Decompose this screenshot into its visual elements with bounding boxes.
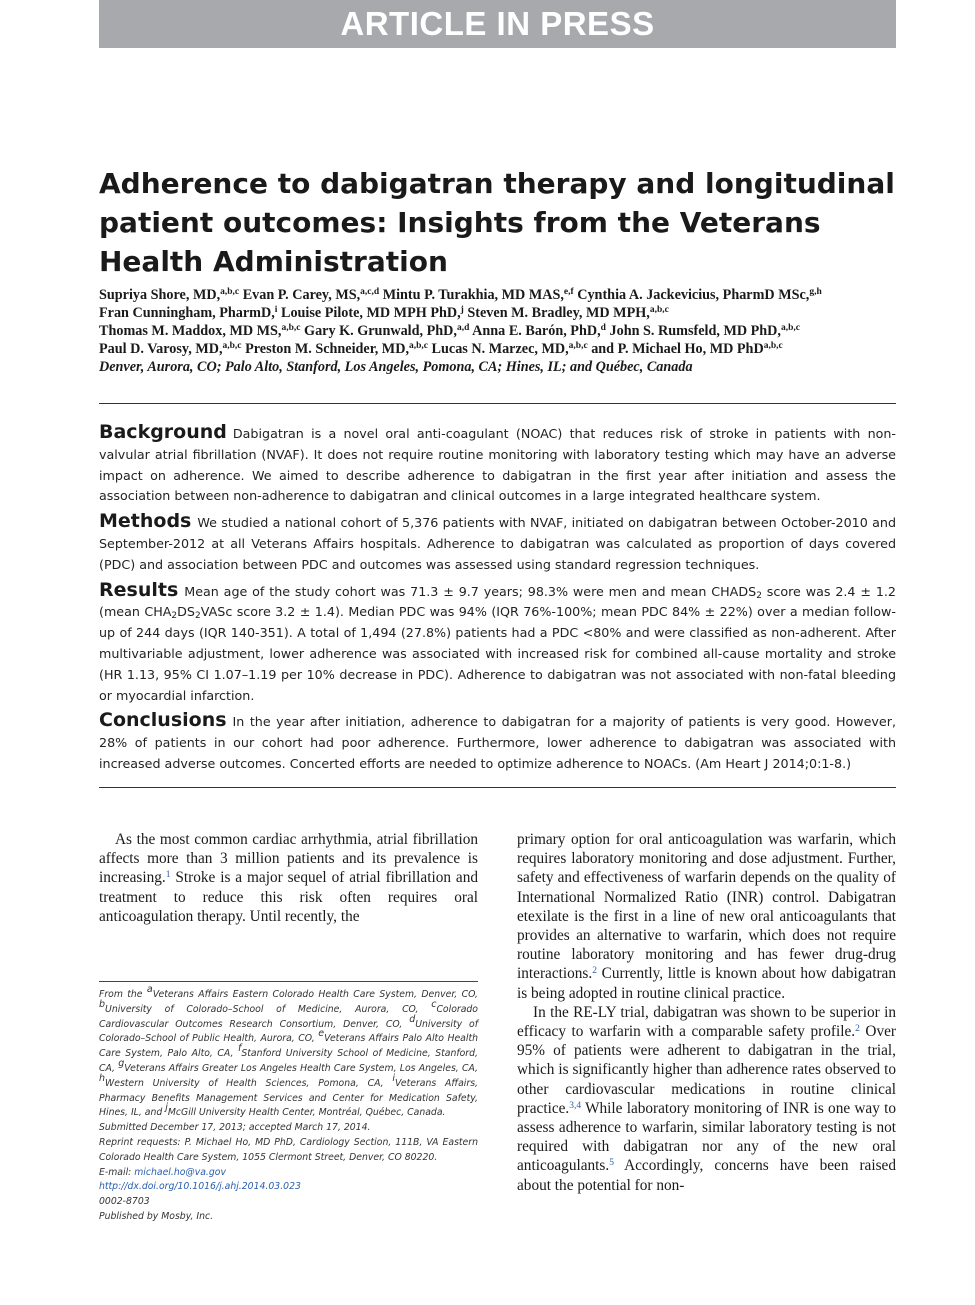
author-affiliation-marker: a,b,c	[281, 323, 301, 333]
abstract-text: DS	[177, 604, 195, 620]
article-in-press-banner: ARTICLE IN PRESS	[99, 0, 896, 48]
reprint-requests: Reprint requests: P. Michael Ho, MD PhD, Cardiology Section, 111B, VA Eastern Colorado Health Care System, 1055 Clermont Street, Denver, CO 80220.	[99, 1136, 478, 1163]
author-line	[99, 304, 899, 322]
affiliation-marker: g	[118, 1057, 125, 1069]
author-affiliation-marker: a,b,c	[409, 341, 428, 351]
reference-link[interactable]: 3,4	[569, 1100, 582, 1111]
author-name: Anna E. Barón, PhD,	[469, 323, 601, 339]
body-column-right	[517, 830, 896, 1195]
author-line	[99, 340, 899, 358]
email-line	[99, 1166, 478, 1181]
email-label: E-mail:	[99, 1166, 135, 1178]
author-locations: Denver, Aurora, CO; Palo Alto, Stanford, Los Angeles, Pomona, CA; Hines, IL; and Québec, Canada	[99, 359, 693, 375]
abstract-methods	[99, 511, 896, 575]
affiliation-marker: d	[409, 1013, 416, 1025]
author-name: Mintu P. Turakhia, MD MAS,	[379, 287, 564, 303]
abstract-text: In the year after initiation, adherence to dabigatran for a majority of patients is very good. However, 28% of patients in our cohort had poor adherence. Furthermore, lower adherence to dabigatran was associated with increased adverse outcomes. Concerted efforts are needed to optimize adherence to NOACs. (Am Heart J 2014;0:1-8.)	[99, 714, 896, 771]
author-affiliation-marker: a,b,c	[220, 287, 240, 297]
author-name: John S. Rumsfeld, MD PhD,	[605, 323, 781, 339]
reference-link[interactable]: 1	[165, 870, 171, 881]
abstract-text: VASc score 3.2 ± 1.4). Median PDC was 94% (IQR 76%-100%; mean PDC 84% ± 22%) over a median follow-up of 244 days (IQR 140-351). A total of 1,494 (27.8%) patients had a PDC <80% and were classified as non-adherent. After multivariable adjustment, lower adherence was associated with increased risk for combined all-cause mortality and stroke (HR 1.13, 95% CI 1.07–1.19 per 10% decrease in PDC). Adherence to dabigatran was not associated with non-fatal bleeding or myocardial infarction.	[99, 604, 896, 703]
author-name: Cynthia A. Jackevicius, PharmD MSc,	[573, 287, 810, 303]
reference-link[interactable]: 5	[609, 1158, 614, 1169]
footnote-rule	[99, 981, 478, 982]
author-affiliation-marker: a,b,c	[763, 341, 783, 351]
abstract-text: score was 2.4 ± 1.2 (mean CHA	[99, 583, 896, 620]
body-text: primary option for oral anticoagulation was warfarin, which requires laboratory monitoring and dose adjustment. Further, safety and effectiveness of warfarin depends on the quality of International Normalized Ratio (INR) control. Dabigatran etexilate is the first in a line of new oral anticoagulants that provides an alternative to warfarin, which does not require routine laboratory monitoring and has fewer drug-drug interactions.	[517, 831, 896, 983]
abstract	[99, 422, 896, 779]
body-column-left	[99, 830, 478, 926]
affiliation-marker: a	[146, 984, 153, 995]
publisher: Published by Mosby, Inc.	[99, 1210, 214, 1222]
affiliation-marker: c	[431, 998, 437, 1010]
subscript: 2	[194, 611, 201, 622]
author-affiliation-marker: a,b,c	[780, 323, 800, 333]
author-name: Paul D. Varosy, MD,	[99, 341, 223, 357]
affiliation-marker: j	[165, 1102, 168, 1114]
abstract-heading: Background	[99, 421, 227, 443]
author-affiliation-marker: d	[600, 323, 606, 333]
author-affiliation-marker: e,f	[563, 287, 574, 297]
affiliation-marker: h	[99, 1072, 106, 1084]
author-name: Steven M. Bradley, MD MPH,	[463, 305, 650, 321]
author-name: Supriya Shore, MD,	[99, 287, 221, 303]
abstract-background	[99, 422, 896, 507]
body-text: In the RE-LY trial, dabigatran was shown to be superior in efficacy to warfarin with a comparable safety profile.	[517, 1003, 896, 1041]
article-title: Adherence to dabigatran therapy and longitudinal patient outcomes: Insights from the Veterans Health Administration	[99, 167, 895, 278]
affiliation-text: University of Colorado–School of Public Health, Aurora, CO,	[99, 1018, 478, 1045]
affiliation-text: Veterans Affairs, Pharmacy Benefits Management Services and Center for Medication Safety, Hines, IL, and	[99, 1077, 478, 1119]
body-text: Accordingly, concerns have been raised about the potential for non-	[517, 1157, 896, 1194]
author-affiliation-marker: a,c,d	[360, 287, 380, 297]
author-affiliation-marker: j	[460, 305, 464, 315]
subscript: 2	[756, 590, 762, 601]
email-link[interactable]: michael.ho@va.gov	[134, 1166, 226, 1178]
abstract-text: Mean age of the study cohort was 71.3 ± 9.7 years; 98.3% were men and mean CHADS	[184, 583, 757, 599]
abstract-heading: Results	[99, 578, 179, 601]
body-text: Currently, little is known about how dabigatran is being adopted in routine clinical practice.	[517, 965, 896, 1002]
reference-link[interactable]: 2	[592, 966, 597, 977]
author-line	[99, 322, 899, 340]
abstract-results	[99, 580, 896, 707]
affiliation-marker: f	[237, 1043, 242, 1055]
article-footnotes	[99, 984, 478, 1225]
author-affiliation-marker: a,b,c	[568, 341, 588, 351]
body-paragraph	[99, 830, 478, 926]
body-paragraph	[517, 1003, 896, 1195]
affiliation-text: Veterans Affairs Eastern Colorado Health Care System, Denver, CO,	[152, 989, 478, 1000]
author-affiliation-marker: a,d	[456, 323, 470, 333]
affiliation-marker: i	[392, 1072, 396, 1084]
submission-dates: Submitted December 17, 2013; accepted March 17, 2014.	[99, 1122, 371, 1134]
author-name: Preston M. Schneider, MD,	[241, 341, 409, 357]
subscript: 2	[171, 611, 178, 622]
affiliations	[99, 984, 478, 1121]
affiliation-text: Western University of Health Sciences, Pomona, CA,	[105, 1077, 393, 1089]
author-name: Louise Pilote, MD MPH PhD,	[277, 305, 461, 321]
affiliation-marker: e	[318, 1028, 325, 1040]
affiliation-marker: b	[99, 998, 106, 1010]
abstract-heading: Conclusions	[99, 709, 227, 732]
issn: 0002-8703	[99, 1196, 150, 1208]
affiliation-text: University of Colorado–School of Medicine, Aurora, CO,	[105, 1003, 432, 1015]
affiliation-text: McGill University Health Center, Montréal, Québec, Canada.	[167, 1107, 446, 1119]
body-text: As the most common cardiac arrhythmia, atrial fibrillation affects more than 3 million patients and its prevalence is increasing.	[99, 831, 478, 887]
abstract-heading: Methods	[99, 510, 192, 533]
author-name: Evan P. Carey, MS,	[239, 287, 361, 303]
author-affiliation-marker: g,h	[809, 287, 822, 297]
author-list	[99, 286, 899, 376]
author-affiliation-marker: a,b,c	[649, 305, 669, 315]
affiliation-text: Veterans Affairs Greater Los Angeles Health Care System, Los Angeles, CA,	[124, 1062, 478, 1074]
doi-link[interactable]: http://dx.doi.org/10.1016/j.ahj.2014.03.023	[99, 1181, 301, 1193]
body-paragraph	[517, 830, 896, 1003]
affiliation-text: Veterans Affairs Palo Alto Health Care System, Palo Alto, CA,	[99, 1033, 478, 1060]
abstract-text: Dabigatran is a novel oral anti-coagulant (NOAC) that reduces risk of stroke in patients with non-valvular atrial fibrillation (NVAF). It does not require routine monitoring with laboratory testing which may have an adverse impact on adherence. We aimed to describe adherence to dabigatran in the first year after initiation and assess the association between non-adherence to dabigatran and clinical outcomes in a large integrated healthcare system.	[99, 426, 896, 504]
body-text: Stroke is a major sequel of atrial fibrillation and treatment to reduce this risk often requires oral anticoagulation therapy. Until recently, the	[99, 869, 478, 925]
abstract-bottom-rule	[99, 787, 896, 788]
abstract-conclusions	[99, 710, 896, 774]
abstract-text: We studied a national cohort of 5,376 patients with NVAF, initiated on dabigatran between October-2010 and September-2012 at all Veterans Affairs hospitals. Adherence to dabigatran was calculated as proportion of days covered (PDC) and association between PDC and outcomes was assessed using standard regression techniques.	[99, 515, 896, 572]
author-name: Thomas M. Maddox, MD MS,	[99, 323, 282, 339]
body-text: Over 95% of patients were adherent to dabigatran in the trial, which is significantly higher than adherence rates observed to other cardiovascular medications in routine clinical practice.	[517, 1023, 896, 1117]
abstract-top-rule	[99, 403, 896, 404]
affiliation-text: Colorado Cardiovascular Outcomes Research Consortium, Denver, CO,	[99, 1003, 478, 1030]
body-text: While laboratory monitoring of INR is one way to assess adherence to warfarin, similar laboratory testing is not required with dabigatran nor any of the new oral anticoagulants.	[517, 1099, 896, 1175]
author-affiliation-marker: a,b,c	[222, 341, 242, 351]
author-name: Lucas N. Marzec, MD,	[428, 341, 569, 357]
author-affiliation-marker: i	[274, 305, 278, 315]
reference-link[interactable]: 2	[855, 1024, 860, 1035]
author-name: Fran Cunningham, PharmD,	[99, 305, 275, 321]
affiliation-text: From the	[99, 989, 147, 1000]
author-name: Gary K. Grunwald, PhD,	[300, 323, 457, 339]
author-name: and P. Michael Ho, MD PhD	[587, 341, 764, 357]
affiliation-text: Stanford University School of Medicine, Stanford, CA,	[99, 1048, 478, 1074]
author-line	[99, 286, 899, 304]
